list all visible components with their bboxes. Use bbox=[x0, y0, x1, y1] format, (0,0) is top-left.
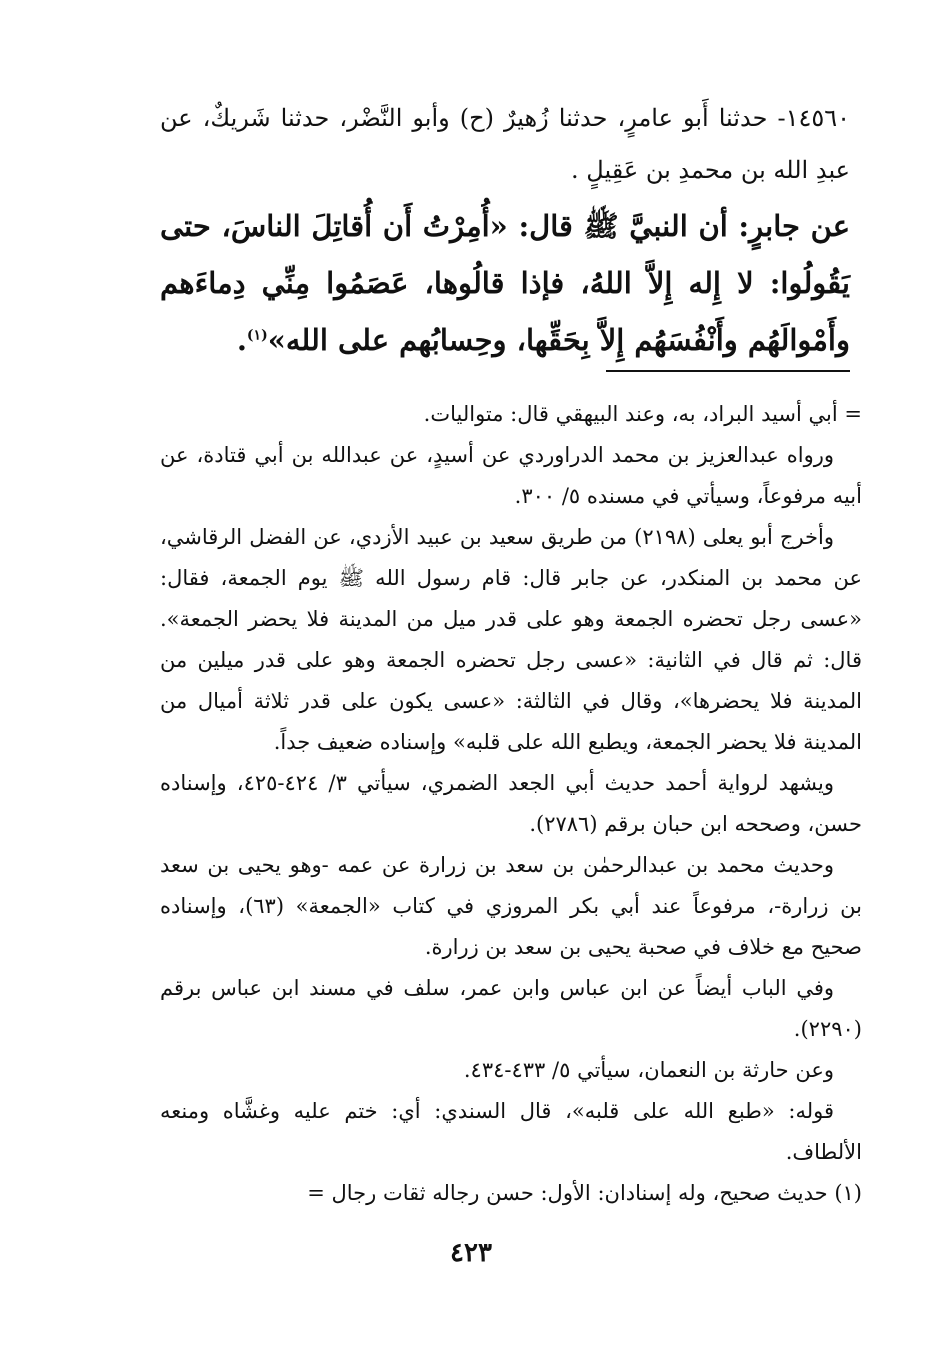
footnotes bbox=[160, 394, 862, 1214]
note-continuation: = أبي أسيد البراد، به، وعند البيهقي قال: متواليات. bbox=[423, 402, 862, 426]
note-paragraph: قوله: «طبع الله على قلبه»، قال السندي: أي: ختم عليه وغشَّاه ومنعه الألطاف. bbox=[160, 1099, 862, 1164]
note-paragraph: وحديث محمد بن عبدالرحمٰن بن سعد بن زرارة عن عمه -وهو يحيى بن سعد بن زرارة-، مرفوعاً عند أبي بكر المروزي في كتاب «الجمعة» (٦٣)، وإسناده صحيح مع خلاف في صحبة يحيى بن سعد بن زرارة. bbox=[160, 853, 862, 959]
note-paragraph: وفي الباب أيضاً عن ابن عباس وابن عمر، سلف في مسند ابن عباس برقم (٢٢٩٠). bbox=[160, 976, 862, 1041]
note-paragraph: ويشهد لرواية أحمد حديث أبي الجعد الضمري، سيأتي ٣/ ٤٢٤-٤٢٥، وإسناده حسن، وصححه ابن حبان برقم (٢٧٨٦). bbox=[160, 771, 862, 836]
footnote-1: (١) حديث صحيح، وله إسنادان: الأول: حسن رجاله ثقات رجال = bbox=[307, 1181, 862, 1205]
note-paragraph: وعن حارثة بن النعمان، سيأتي ٥/ ٤٣٣-٤٣٤. bbox=[463, 1058, 834, 1082]
footnote-separator bbox=[606, 370, 850, 372]
hadith-matn-text: عن جابرٍ: أن النبيَّ ﷺ قال: «أُمِرْتُ أَن أُقاتِلَ الناسَ، حتى يَقُولُوا: لا إِله إِلاَّ اللهُ، فإذا قالُوها، عَصَمُوا مِنِّي دِماءَهم وأَمْوالَهُم وأَنْفُسَهُم إِلاَّ بِحَقِّها، وحِسابُهم على الله» bbox=[160, 209, 850, 357]
hadith-end-mark: . bbox=[236, 323, 247, 357]
hadith-sanad-text: ١٤٥٦٠- حدثنا أَبو عامرٍ، حدثنا زُهيرٌ (ح) وأبو النَّضْر، حدثنا شَريكٌ، عن عبدِ الله بن محمدِ بن عَقِيلٍ . bbox=[160, 104, 851, 184]
note-paragraph: ورواه عبدالعزيز بن محمد الدراوردي عن أسيدٍ، عن عبدالله بن أبي قتادة، عن أبيه مرفوعاً، وسيأتي في مسنده ٥/ ٣٠٠. bbox=[160, 443, 862, 508]
page-number: ٤٢٣ bbox=[450, 1238, 492, 1268]
hadith-sanad bbox=[160, 92, 850, 196]
footnote-marker: (١) bbox=[246, 327, 268, 344]
note-paragraph: وأخرج أبو يعلى (٢١٩٨) من طريق سعيد بن عبيد الأزدي، عن الفضل الرقاشي، عن محمد بن المنكدر، عن جابر قال: قام رسول الله ﷺ يوم الجمعة، فقال: «عسى رجل تحضره الجمعة وهو على قدر ميل من المدينة فلا يحضر الجمعة». قال: ثم قال في الثانية: «عسى رجل تحضره الجمعة وهو على قدر ميلين من المدينة فلا يحضرها»، وقال في الثالثة: «عسى يكون على قدر ثلاثة أميال من المدينة فلا يحضر الجمعة، ويطبع الله على قلبه» وإسناده ضعيف جداً. bbox=[160, 525, 862, 754]
hadith-matn bbox=[160, 198, 850, 369]
